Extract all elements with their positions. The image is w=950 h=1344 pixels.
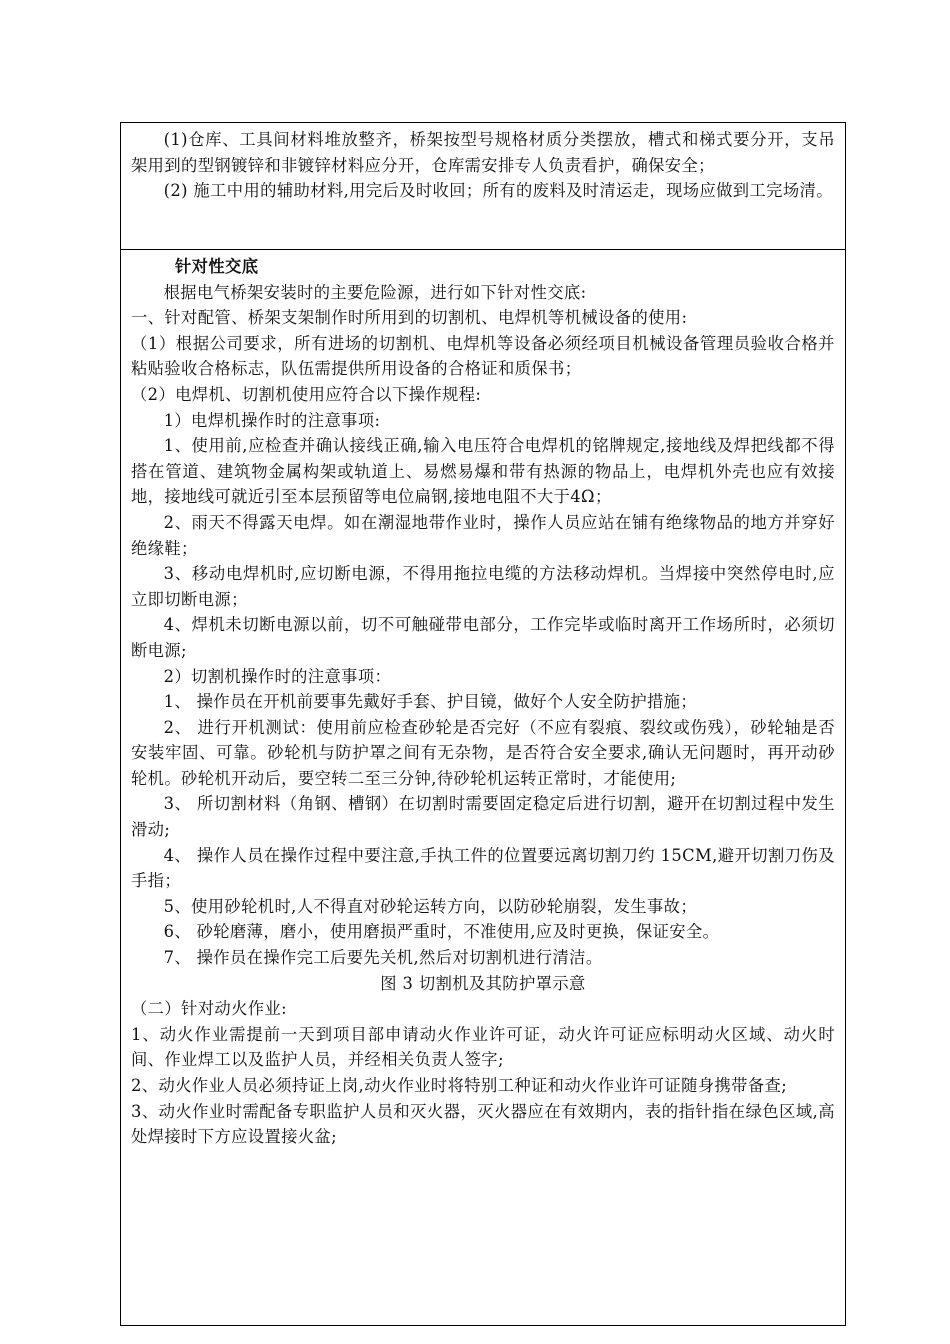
part2-title: （二）针对动火作业: — [131, 999, 288, 1019]
welder-rule: 1、使用前,应检查并确认接线正确,输入电压符合电焊机的铭牌规定,接地线及焊把线都不得搭在管道、建筑物金属构架或轨道上、易燃易爆和带有热源的物品上，电焊机外壳也应有效接地，接地线可就近引至本层预留等电位扁钢,接地电阻不大于4Ω； — [131, 436, 835, 507]
welder-rule: 3、移动电焊机时,应切断电源，不得用拖拉电缆的方法移动焊机。当焊接中突然停电时,应立即切断电源； — [131, 564, 835, 609]
cutter-rule: 1、 操作员在开机前要事先戴好手套、护目镜，做好个人安全防护措施； — [163, 692, 698, 712]
welder-rule: 2、雨天不得露天电焊。如在潮湿地带作业时，操作人员应站在铺有绝缘物品的地方并穿好绝缘鞋； — [131, 512, 835, 558]
cutter-rule: 3、 所切割材料（角钢、槽钢）在切割时需要固定稳定后进行切割，避开在切割过程中发生滑动; — [131, 794, 835, 840]
paragraph: (2) 施工中用的辅助材料,用完后及时收回；所有的废料及时清运走，现场应做到工完场清。 — [163, 181, 833, 201]
item-1: （1）根据公司要求，所有进场的切割机、电焊机等设备必须经项目机械设备管理员验收合格并粘贴验收合格标志，队伍需提供所用设备的合格证和质保书； — [131, 333, 835, 379]
fire-rule: 3、动火作业时需配备专职监护人员和灭火器，灭火器应在有效期内，表的指针指在绿色区域,高处焊接时下方应设置接火盆; — [131, 1101, 835, 1147]
figure-caption: 图 3 切割机及其防护罩示意 — [380, 973, 586, 993]
cutter-rule: 5、使用砂轮机时,人不得直对砂轮运转方向，以防砂轮崩裂，发生事故； — [163, 896, 698, 916]
cutter-rule: 4、 操作人员在操作过程中要注意,手执工件的位置要远离切割刀约 15CM,避开切割刀伤及手指； — [131, 845, 835, 891]
cutter-rule: 2、 进行开机测试：使用前应检查砂轮是否完好（不应有裂痕、裂纹或伤残），砂轮轴是否安装牢固、可靠。砂轮机与防护罩之间有无杂物，是否符合安全要求,确认无问题时，再开动砂轮机。砂轮机开动后，要空转二至三分钟,待砂轮机运转正常时，才能使用; — [131, 717, 835, 788]
paragraph: (1)仓库、工具间材料堆放整齐，桥架按型号规格材质分类摆放，槽式和梯式要分开，支吊架用到的型钢镀锌和非镀锌材料应分开，仓库需安排专人负责看护，确保安全； — [131, 130, 835, 175]
welder-rule: 4、焊机未切断电源以前，切不可触碰带电部分，工作完毕或临时离开工作场所时，必须切断电源; — [131, 615, 835, 660]
targeted-briefing-section — [121, 250, 845, 1325]
cutter-rule: 7、 操作员在操作完工后要先关机,然后对切割机进行清洁。 — [163, 948, 603, 968]
welder-title: 1）电焊机操作时的注意事项: — [163, 410, 381, 430]
part1-title: 一、针对配管、桥架支架制作时所用到的切割机、电焊机等机械设备的使用: — [131, 308, 688, 328]
cutter-title: 2）切割机操作时的注意事项： — [163, 666, 392, 686]
section-heading: 针对性交底 — [175, 257, 259, 276]
item-2: （2）电焊机、切割机使用应符合以下操作规程: — [131, 384, 482, 404]
fire-rule: 2、动火作业人员必须持证上岗,动火作业时将特别工种证和动火作业许可证随身携带备查; — [131, 1076, 788, 1095]
document-table — [120, 122, 846, 1326]
cutter-rule: 6、 砂轮磨薄，磨小，使用磨损严重时，不准使用,应及时更换，保证安全。 — [163, 922, 720, 942]
warehouse-section — [121, 123, 845, 250]
intro-paragraph: 根据电气桥架安装时的主要危险源，进行如下针对性交底: — [163, 282, 587, 302]
fire-rule: 1、动火作业需提前一天到项目部申请动火作业许可证，动火许可证应标明动火区域、动火时间、作业焊工以及监护人员，并经相关负责人签字; — [131, 1024, 835, 1070]
